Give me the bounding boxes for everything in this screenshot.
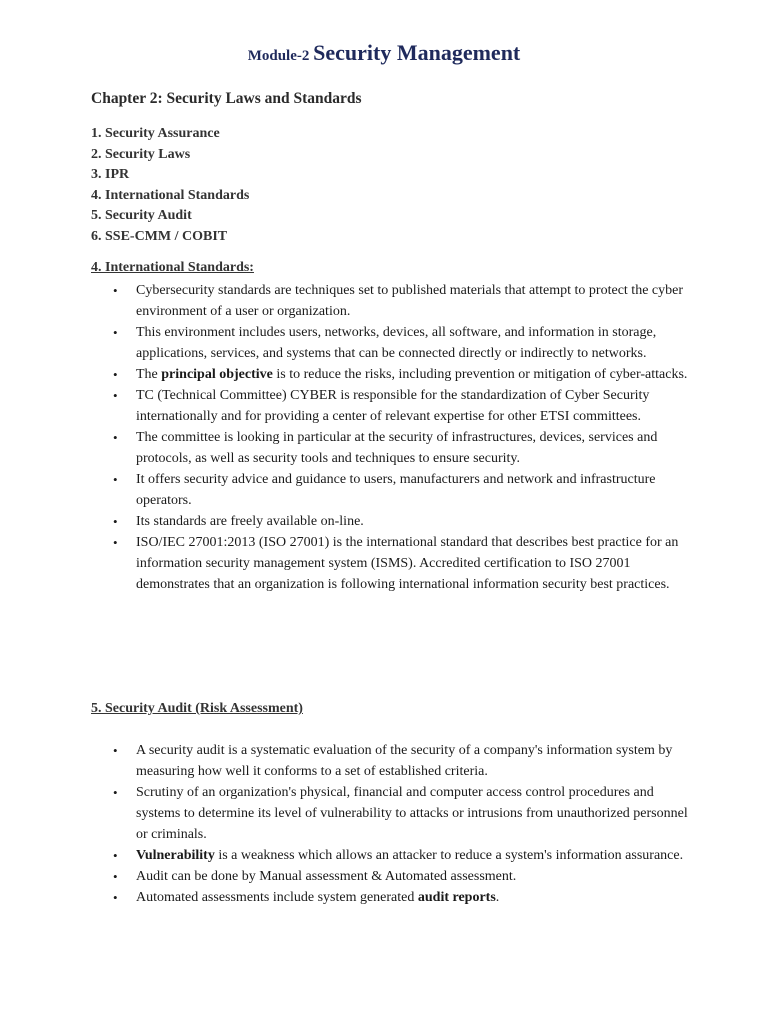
bullet-text: ISO/IEC 27001:2013 (ISO 27001) is the international standard that describes best practice for an information security management system (ISMS). Accredited certification to ISO 27001 demonstrates that an organization is following international information security best practices. <box>136 535 679 592</box>
bold-text: principal objective <box>161 366 273 382</box>
document-title <box>0 40 768 66</box>
bullet-dot-icon: • <box>113 743 118 758</box>
bullet-item <box>91 470 691 512</box>
bullet-text: The <box>136 366 162 382</box>
bullet-item <box>91 281 691 323</box>
bullet-dot-icon: • <box>113 283 118 298</box>
bullet-text: is to reduce the risks, including prevention or mitigation of cyber-attacks. <box>272 366 688 382</box>
bullet-item <box>91 428 691 470</box>
bullet-dot-icon: • <box>113 535 118 551</box>
bullet-text: It offers security advice and guidance to users, manufacturers and network and infrastructure operators. <box>136 472 656 508</box>
bullet-item <box>91 846 691 867</box>
bullet-text: . <box>495 890 500 906</box>
bullet-text: A security audit is a systematic evaluation of the security of a company's information system by measuring how well it conforms to a set of established criteria. <box>136 743 673 779</box>
toc-item: 3. IPR <box>91 167 130 182</box>
module-label: Module-2 <box>247 48 314 64</box>
bullet-dot-icon: • <box>113 366 118 382</box>
bullet-item <box>91 365 691 386</box>
bullet-text: Cybersecurity standards are techniques set to published materials that attempt to protect the cyber environment of a user or organization. <box>136 283 683 319</box>
bullet-text: TC (Technical Committee) CYBER is responsible for the standardization of Cyber Security internationally and for providing a center of relevant expertise for other ETSI committees. <box>136 388 650 424</box>
bullet-text: Automated assessments include system generated <box>136 890 418 906</box>
bullet-item <box>91 741 691 783</box>
bullet-text: The committee is looking in particular at the security of infrastructures, devices, services and protocols, as well as security tools and techniques to ensure security. <box>136 430 658 466</box>
bullet-dot-icon: • <box>113 847 118 863</box>
table-of-contents <box>91 124 249 247</box>
bold-text: Vulnerability <box>136 847 215 863</box>
module-title: Security Management <box>313 40 521 65</box>
bullet-dot-icon: • <box>113 514 118 530</box>
international-standards-list <box>91 281 691 596</box>
toc-item: 5. Security Audit <box>91 208 192 223</box>
toc-item: 4. International Standards <box>91 187 250 203</box>
bullet-item <box>91 783 691 845</box>
bullet-dot-icon: • <box>113 890 118 906</box>
bullet-dot-icon: • <box>113 388 118 404</box>
section-heading-international-standards: 4. International Standards: <box>91 260 254 275</box>
bullet-text: is a weakness which allows an attacker to reduce a system's information assurance. <box>214 847 684 863</box>
bullet-dot-icon: • <box>113 430 118 446</box>
toc-item: 2. Security Laws <box>91 146 191 162</box>
bullet-item <box>91 512 691 533</box>
bold-text: audit reports <box>417 890 496 906</box>
toc-item: 1. Security Assurance <box>91 126 220 141</box>
security-audit-list <box>91 741 691 909</box>
bullet-dot-icon: • <box>113 324 118 340</box>
bullet-text: Scrutiny of an organization's physical, financial and computer access control procedures and systems to determine its level of vulnerability to attacks or intrusions from unauthorized personnel or criminals. <box>136 784 688 842</box>
bullet-text: Its standards are freely available on-line. <box>136 514 364 530</box>
bullet-item <box>91 323 691 365</box>
bullet-item <box>91 533 691 595</box>
bullet-item <box>91 386 691 428</box>
bullet-dot-icon: • <box>113 868 118 884</box>
bullet-dot-icon: • <box>113 784 118 800</box>
bullet-text: Audit can be done by Manual assessment & Automated assessment. <box>136 868 517 884</box>
bullet-dot-icon: • <box>113 472 118 488</box>
chapter-heading: Chapter 2: Security Laws and Standards <box>91 90 362 107</box>
bullet-item <box>91 867 691 888</box>
toc-item: 6. SSE-CMM / COBIT <box>91 228 228 244</box>
bullet-text: This environment includes users, networks, devices, all software, and information in storage, applications, services, and systems that can be connected directly or indirectly to networks. <box>136 324 657 361</box>
section-heading-security-audit: 5. Security Audit (Risk Assessment) <box>91 701 303 716</box>
bullet-item <box>91 888 691 909</box>
